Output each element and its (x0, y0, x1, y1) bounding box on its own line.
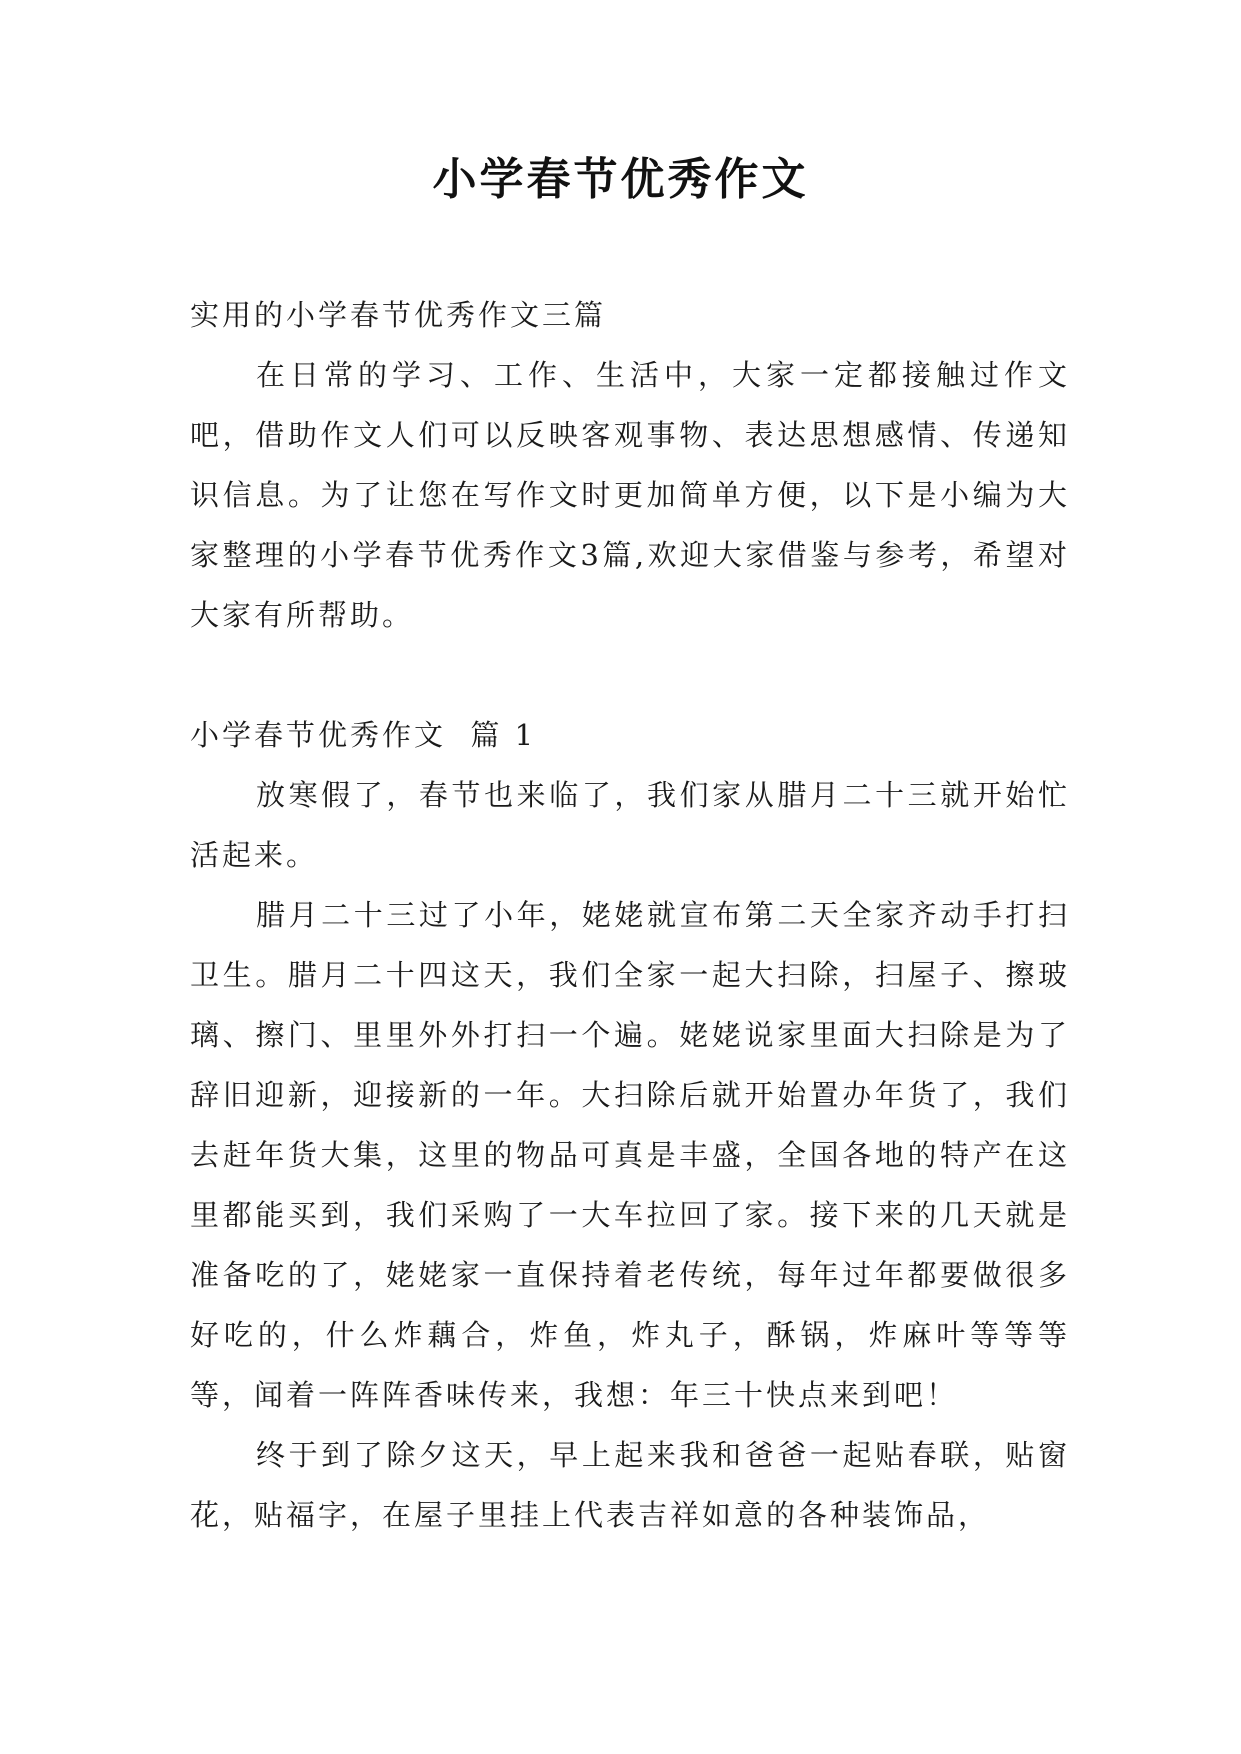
section-spacer (190, 645, 1070, 705)
body-paragraph: 放寒假了，春节也来临了，我们家从腊月二十三就开始忙活起来。 (190, 778, 1070, 872)
body-paragraph: 终于到了除夕这天，早上起来我和爸爸一起贴春联，贴窗花，贴福字，在屋子里挂上代表吉祥如意的各种装饰品， (190, 1438, 1070, 1532)
document-title: 小学春节优秀作文 (432, 154, 809, 205)
document-body (190, 285, 1070, 1545)
intro-paragraph: 在日常的学习、工作、生活中，大家一定都接触过作文吧，借助作文人们可以反映客观事物、表达思想感情、传递知识信息。为了让您在写作文时更加简单方便，以下是小编为大家整理的小学春节优秀作文3篇,欢迎大家借鉴与参考，希望对大家有所帮助。 (190, 358, 1070, 632)
body-paragraph: 腊月二十三过了小年，姥姥就宣布第二天全家齐动手打扫卫生。腊月二十四这天，我们全家一起大扫除，扫屋子、擦玻璃、擦门、里里外外打扫一个遍。姥姥说家里面大扫除是为了辞旧迎新，迎接新的一年。大扫除后就开始置办年货了，我们去赶年货大集，这里的物品可真是丰盛，全国各地的特产在这里都能买到，我们采购了一大车拉回了家。接下来的几天就是准备吃的了，姥姥家一直保持着老传统，每年过年都要做很多好吃的，什么炸藕合，炸鱼，炸丸子，酥锅，炸麻叶等等等等，闻着一阵阵香味传来，我想：年三十快点来到吧！ (190, 898, 1070, 1412)
intro-heading: 实用的小学春节优秀作文三篇 (190, 298, 607, 332)
section-heading: 小学春节优秀作文 篇 1 (190, 718, 537, 752)
